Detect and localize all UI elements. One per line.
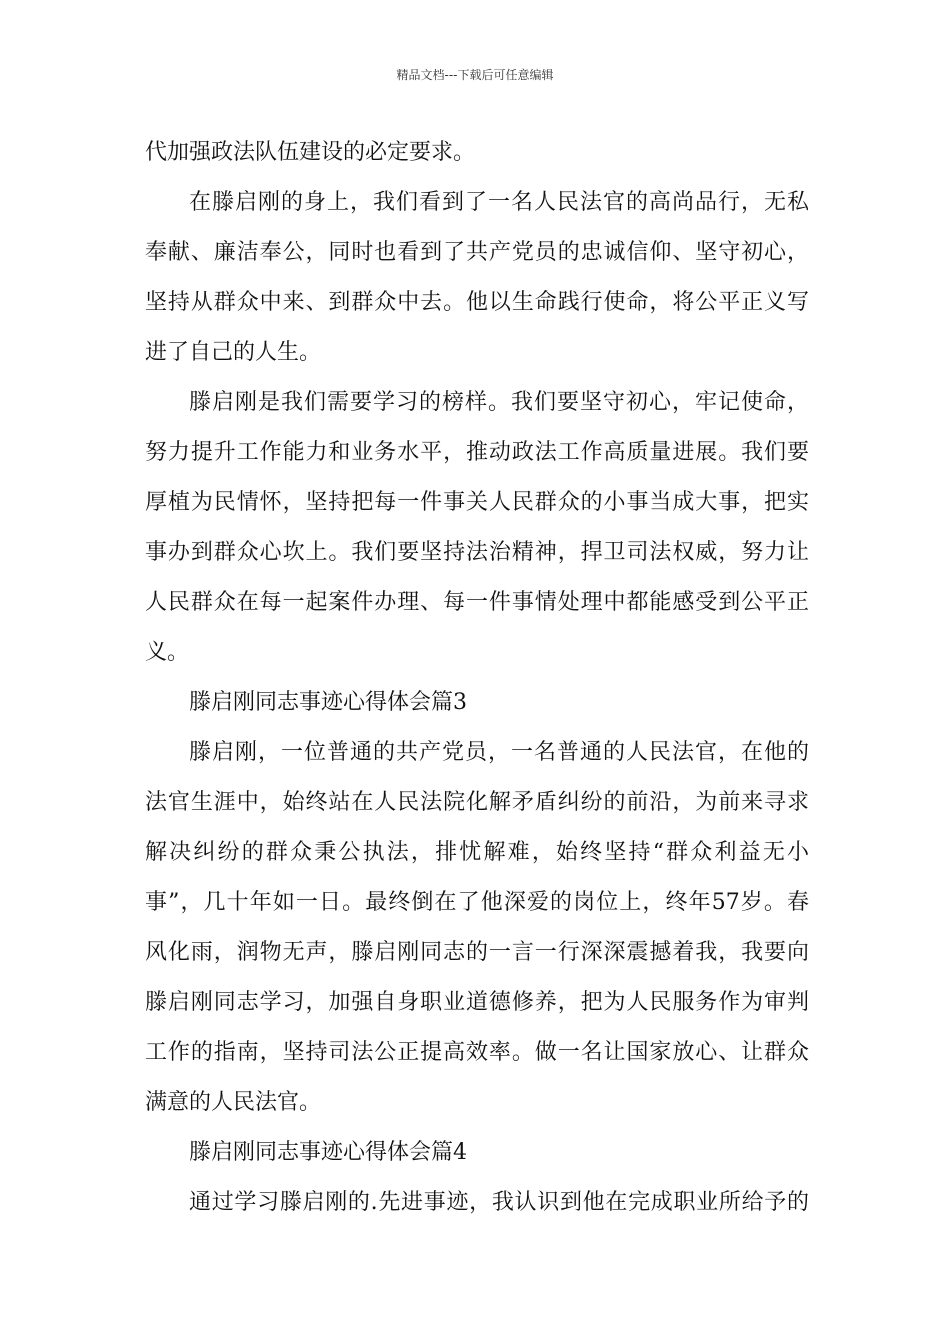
text-line: 厚植为民情怀，坚持把每一件事关人民群众的小事当成大事，把实 — [145, 490, 809, 515]
text-line: 滕启刚，一位普通的共产党员，一名普通的人民法官，在他的 — [189, 740, 809, 765]
text-line: 义。 — [145, 640, 190, 665]
text-line: 工作的指南，坚持司法公正提高效率。做一名让国家放心、让群众 — [145, 1040, 809, 1065]
text-line: 进了自己的人生。 — [145, 340, 322, 365]
text-line: 解决纠纷的群众秉公执法，排忧解难，始终坚持“群众利益无小 — [145, 840, 809, 865]
text-line: 坚持从群众中来、到群众中去。他以生命践行使命，将公平正义写 — [145, 290, 809, 315]
text-line: 代加强政法队伍建设的必定要求。 — [145, 140, 476, 165]
body-text — [145, 128, 809, 1228]
text-line: 事”，几十年如一日。最终倒在了他深爱的岗位上，终年57岁。春 — [145, 890, 809, 915]
text-line: 人民群众在每一起案件办理、每一件事情处理中都能感受到公平正 — [145, 590, 809, 615]
page-header: 精品文档---下载后可任意编辑 — [396, 68, 554, 82]
text-line: 滕启刚是我们需要学习的榜样。我们要坚守初心，牢记使命， — [189, 390, 809, 415]
text-line: 奉献、廉洁奉公，同时也看到了共产党员的忠诚信仰、坚守初心， — [145, 240, 809, 265]
text-line: 在滕启刚的身上，我们看到了一名人民法官的高尚品行，无私 — [189, 190, 809, 215]
text-line: 滕启刚同志事迹心得体会篇4 — [189, 1140, 467, 1165]
text-line: 满意的人民法官。 — [145, 1090, 322, 1115]
text-line: 法官生涯中，始终站在人民法院化解矛盾纠纷的前沿，为前来寻求 — [145, 790, 809, 815]
text-line: 滕启刚同志学习，加强自身职业道德修养，把为人民服务作为审判 — [145, 990, 809, 1015]
text-line: 事办到群众心坎上。我们要坚持法治精神，捍卫司法权威，努力让 — [145, 540, 809, 565]
text-line: 风化雨，润物无声，滕启刚同志的一言一行深深震撼着我，我要向 — [145, 940, 809, 965]
text-line: 努力提升工作能力和业务水平，推动政法工作高质量进展。我们要 — [145, 440, 809, 465]
text-line: 通过学习滕启刚的.先进事迹，我认识到他在完成职业所给予的 — [189, 1190, 809, 1215]
text-line: 滕启刚同志事迹心得体会篇3 — [189, 690, 467, 715]
